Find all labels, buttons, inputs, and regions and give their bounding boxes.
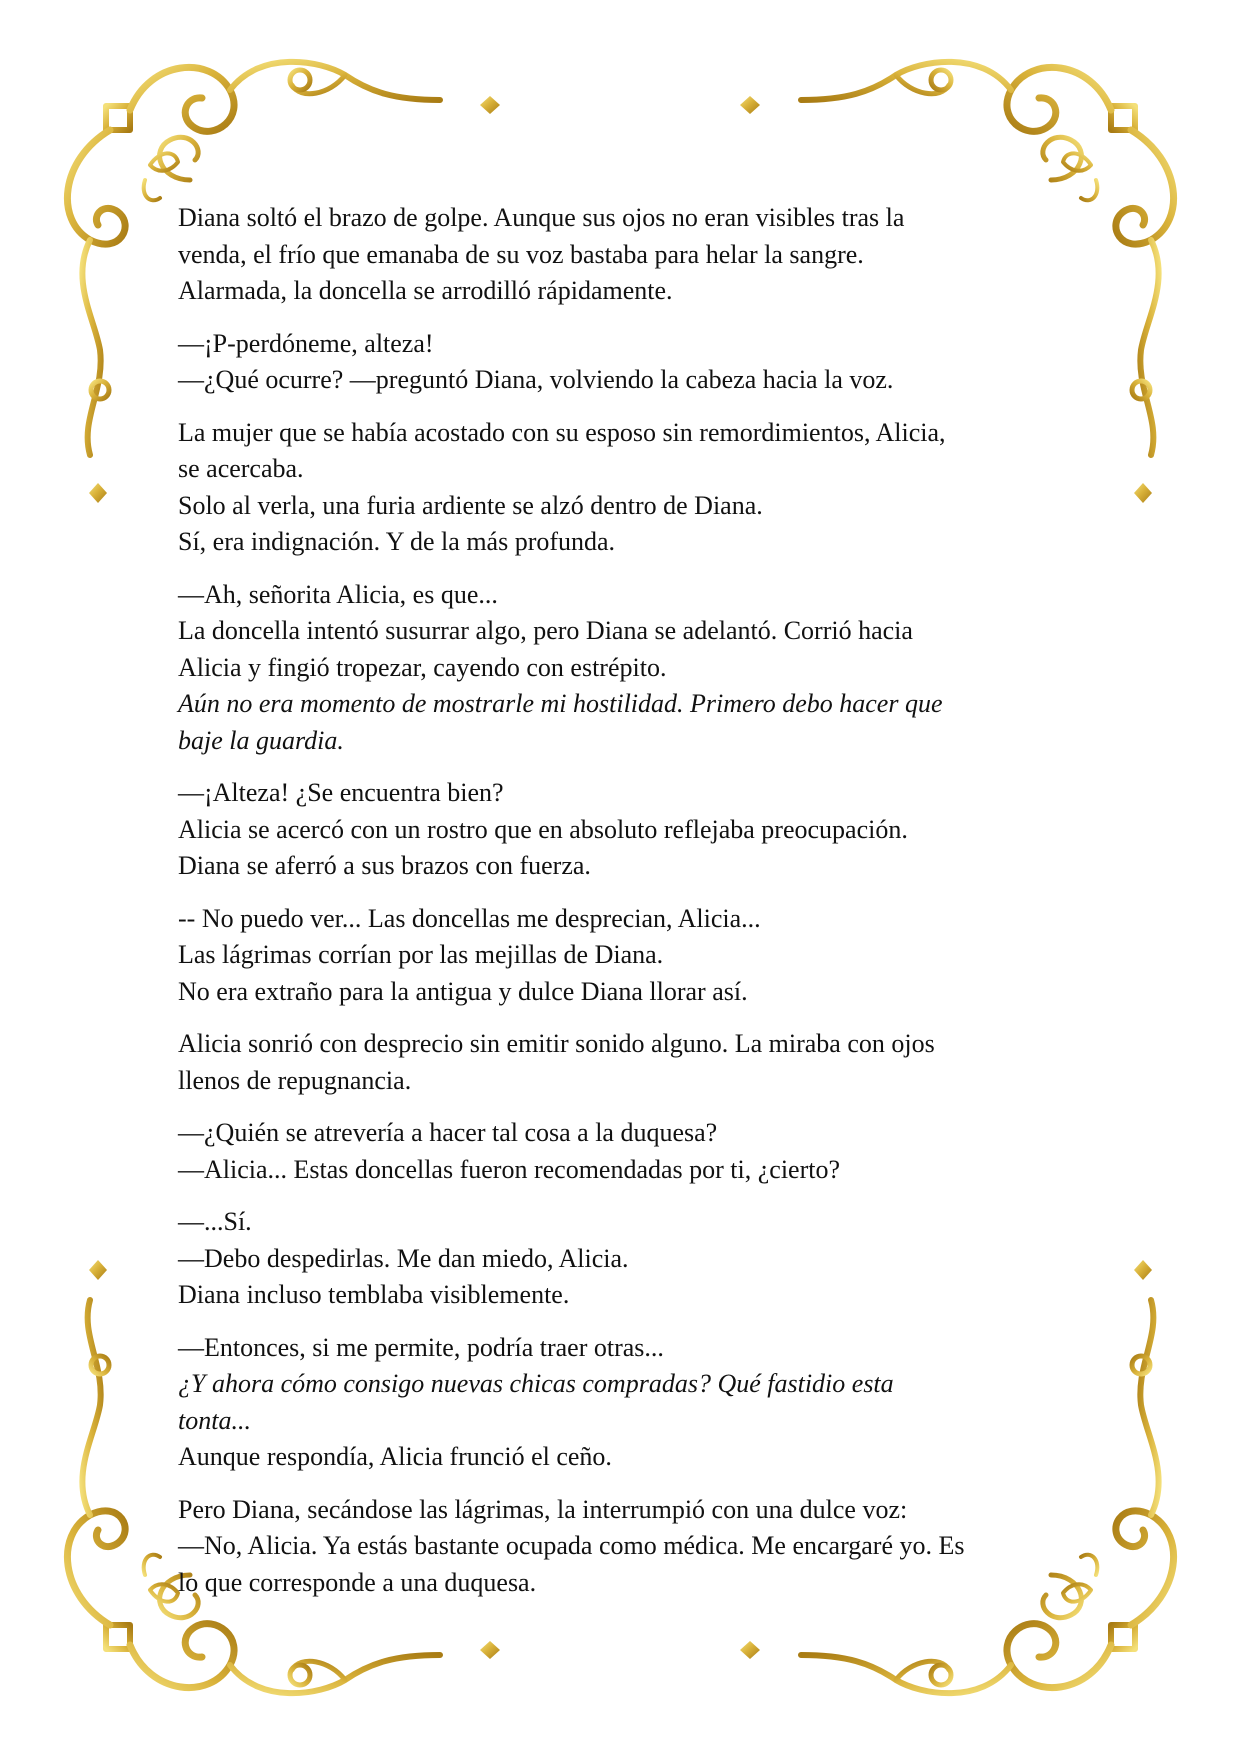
text-line: Solo al verla, una furia ardiente se alzó dentro de Diana. [178, 490, 763, 520]
diamond-icon [1134, 1260, 1152, 1280]
paragraph [178, 901, 1078, 1011]
diamond-icon [740, 96, 760, 114]
text-line: Alicia se acercó con un rostro que en absoluto reflejaba preocupación. [178, 814, 908, 844]
italic-text-line: Aún no era momento de mostrarle mi hostilidad. Primero debo hacer que [178, 689, 943, 718]
text-line: Diana incluso temblaba visiblemente. [178, 1280, 570, 1309]
paragraph [178, 326, 1078, 399]
text-line: Pero Diana, secándose las lágrimas, la interrumpió con una dulce voz: [178, 1494, 908, 1524]
italic-text-line: tonta... [178, 1405, 251, 1435]
text-line: Alicia y fingió tropezar, cayendo con estrépito. [178, 652, 667, 682]
text-line: Alarmada, la doncella se arrodilló rápidamente. [178, 276, 673, 305]
diamond-icon [89, 483, 107, 503]
text-line: -- No puedo ver... Las doncellas me desprecian, Alicia... [178, 903, 761, 933]
diamond-icon [89, 1260, 107, 1280]
text-line: —¡Alteza! ¿Se encuentra bien? [178, 778, 504, 807]
paragraph [178, 775, 1078, 885]
text-line: Las lágrimas corrían por las mejillas de Diana. [178, 940, 664, 969]
text-line: Aunque respondía, Alicia frunció el ceño. [178, 1442, 612, 1471]
diamond-icon [740, 1641, 760, 1659]
paragraph [178, 415, 1078, 561]
text-line: La doncella intentó susurrar algo, pero Diana se adelantó. Corrió hacia [178, 616, 913, 645]
text-line: —¿Quién se atrevería a hacer tal cosa a la duquesa? [178, 1118, 718, 1147]
text-line: —...Sí. [178, 1207, 252, 1236]
text-line: —Debo despedirlas. Me dan miedo, Alicia. [178, 1243, 629, 1273]
text-line: Diana soltó el brazo de golpe. Aunque sus ojos no eran visibles tras la [178, 203, 905, 232]
text-line: —¡P-perdóneme, alteza! [178, 328, 434, 358]
paragraph [178, 1204, 1078, 1314]
text-line: —Alicia... Estas doncellas fueron recomendadas por ti, ¿cierto? [178, 1154, 841, 1184]
text-line: No era extraño para la antigua y dulce Diana llorar así. [178, 976, 748, 1006]
text-line: —No, Alicia. Ya estás bastante ocupada como médica. Me encargaré yo. Es [178, 1531, 965, 1560]
text-line: se acercaba. [178, 454, 304, 483]
story-text [178, 200, 1078, 1617]
diamond-icon [480, 1641, 500, 1659]
text-line: —Ah, señorita Alicia, es que... [178, 579, 498, 609]
text-line: La mujer que se había acostado con su esposo sin remordimientos, Alicia, [178, 417, 946, 447]
text-line: llenos de repugnancia. [178, 1065, 412, 1095]
text-line: venda, el frío que emanaba de su voz bastaba para helar la sangre. [178, 239, 864, 269]
text-line: —Entonces, si me permite, podría traer otras... [178, 1332, 664, 1362]
paragraph [178, 577, 1078, 760]
paragraph [178, 200, 1078, 310]
text-line: lo que corresponde a una duquesa. [178, 1567, 537, 1597]
diamond-icon [1134, 483, 1152, 503]
text-line: —¿Qué ocurre? —preguntó Diana, volviendo la cabeza hacia la voz. [178, 365, 894, 394]
text-line: Sí, era indignación. Y de la más profunda. [178, 527, 616, 556]
paragraph [178, 1492, 1078, 1602]
text-line: Diana se aferró a sus brazos con fuerza. [178, 851, 591, 880]
text-line: Alicia sonrió con desprecio sin emitir sonido alguno. La miraba con ojos [178, 1029, 935, 1058]
paragraph [178, 1026, 1078, 1099]
paragraph [178, 1115, 1078, 1188]
italic-text-line: baje la guardia. [178, 725, 344, 755]
italic-text-line: ¿Y ahora cómo consigo nuevas chicas compradas? Qué fastidio esta [178, 1369, 894, 1398]
diamond-icon [480, 96, 500, 114]
paragraph [178, 1330, 1078, 1476]
